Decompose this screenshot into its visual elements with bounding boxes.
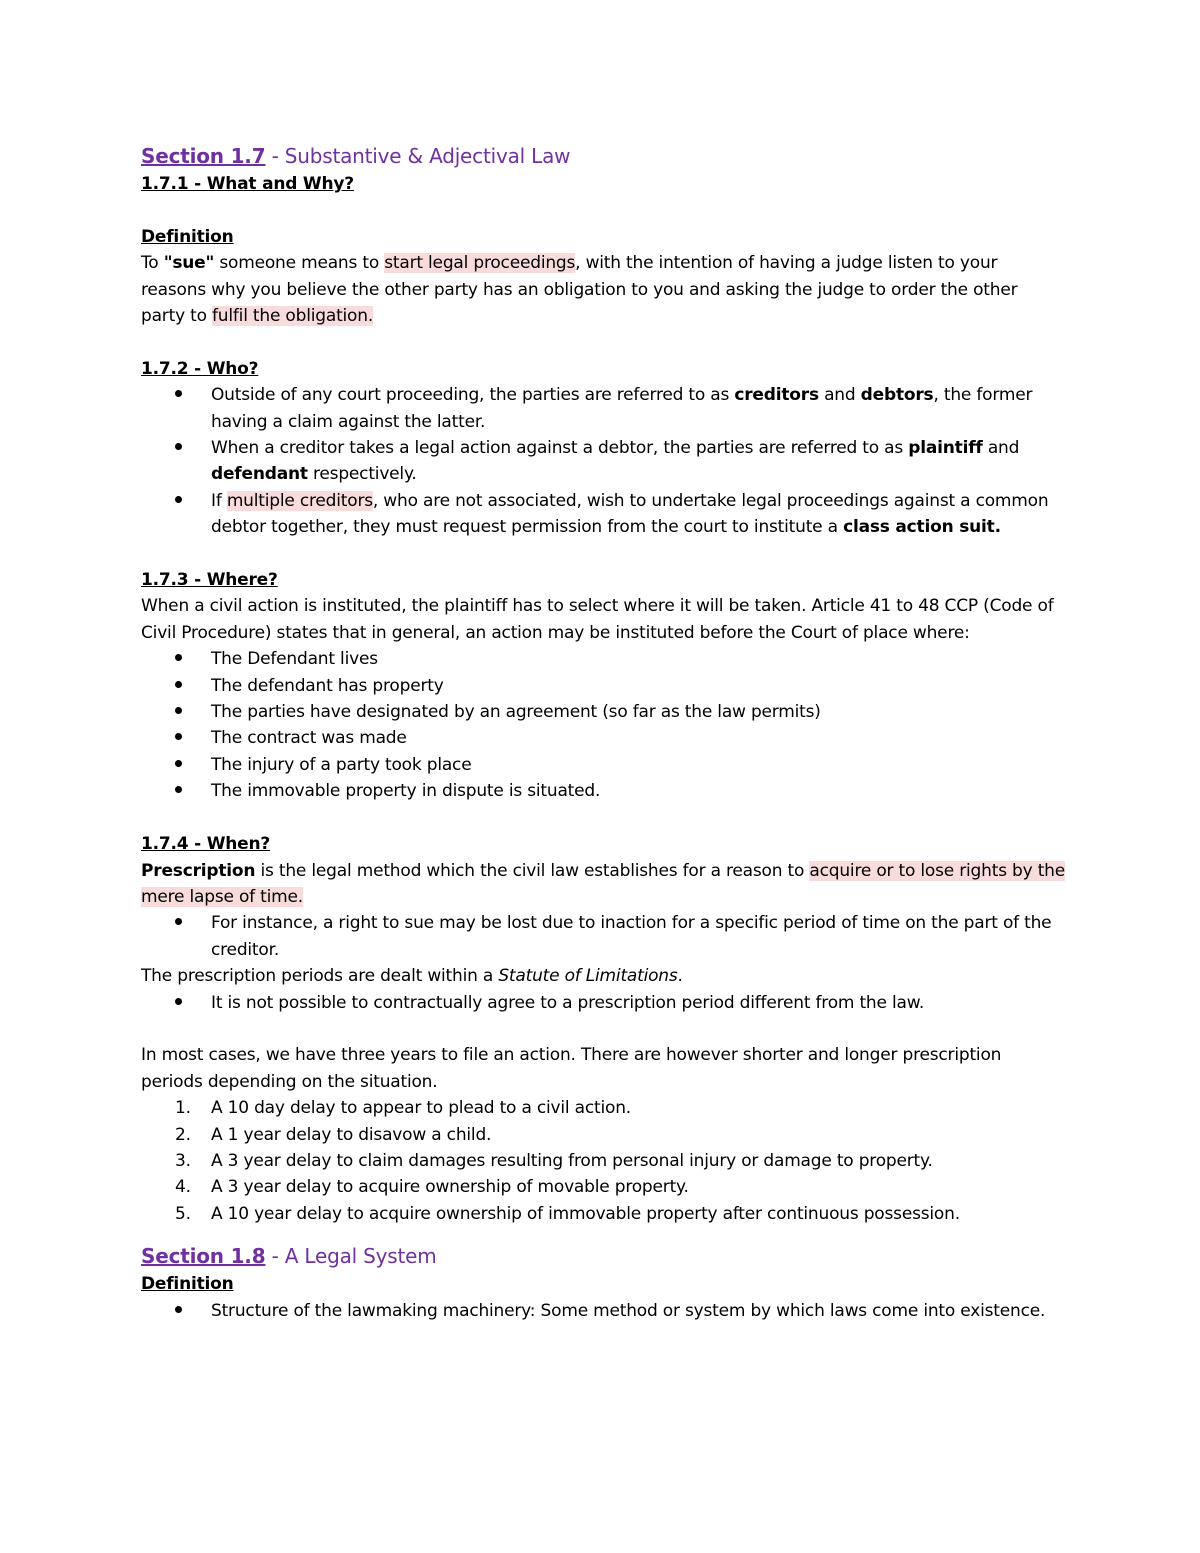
list-item: The Defendant lives bbox=[211, 646, 1066, 672]
section-number: Section 1.8 bbox=[141, 1244, 266, 1269]
italic-term: Statute of Limitations bbox=[498, 966, 678, 987]
text-run: someone means to bbox=[214, 253, 385, 274]
bold-term: defendant bbox=[211, 464, 308, 485]
subsection-1-7-1-heading: 1.7.1 - What and Why? bbox=[141, 174, 354, 194]
text-run: The prescription periods are dealt within a bbox=[141, 966, 499, 987]
list-item: For instance, a right to sue may be lost due to inaction for a specific period of time on the part of the creditor. bbox=[211, 910, 1066, 963]
text-run: and bbox=[982, 438, 1020, 459]
periods-paragraph: In most cases, we have three years to file an action. There are however shorter and longer prescription periods depending on the situation. bbox=[141, 1045, 1002, 1092]
bold-term: creditors bbox=[734, 385, 819, 406]
text-run: and bbox=[818, 385, 861, 406]
highlight-multiple-creditors: multiple creditors bbox=[226, 490, 373, 511]
section-heading-text: - A Legal System bbox=[265, 1244, 437, 1269]
subsection-1-7-2-heading: 1.7.2 - Who? bbox=[141, 358, 259, 379]
highlight-fulfil-obligation: fulfil the obligation. bbox=[212, 306, 374, 327]
list-item bbox=[175, 1122, 1066, 1148]
who-list bbox=[141, 382, 1066, 540]
prescription-list bbox=[141, 910, 1066, 963]
list-item bbox=[175, 1095, 1066, 1121]
definition-label: Definition bbox=[141, 1274, 234, 1295]
text-run: , who are not associated, wish to undertake legal proceedings against a common debtor together, they must request permission from the court to institute a bbox=[211, 490, 1049, 538]
section-number: Section 1.7 bbox=[141, 144, 266, 168]
text-run: respectively. bbox=[307, 464, 417, 485]
where-list bbox=[141, 646, 1066, 804]
bold-term: class action suit. bbox=[843, 517, 1001, 538]
where-paragraph: When a civil action is instituted, the plaintiff has to select where it will be taken. Article 41 to 48 CCP (Code of Civil Procedure) states that in general, an action may be instituted before the Court of place where: bbox=[141, 596, 1054, 643]
list-number: 5. bbox=[175, 1203, 191, 1224]
text-run: . bbox=[677, 966, 683, 987]
subsection-1-7-4-heading: 1.7.4 - When? bbox=[141, 834, 271, 855]
list-item bbox=[211, 382, 1066, 435]
list-item: The defendant has property bbox=[211, 673, 1066, 699]
list-item: The contract was made bbox=[211, 725, 1066, 751]
statute-list bbox=[141, 990, 1066, 1016]
list-item bbox=[175, 1148, 1066, 1174]
definition-paragraph bbox=[141, 250, 1066, 329]
list-item bbox=[211, 488, 1066, 541]
list-text: A 1 year delay to disavow a child. bbox=[211, 1124, 492, 1145]
list-text: A 10 year delay to acquire ownership of immovable property after continuous possession. bbox=[211, 1203, 960, 1224]
list-text: A 3 year delay to claim damages resulting from personal injury or damage to property. bbox=[211, 1150, 933, 1171]
prescription-paragraph bbox=[141, 858, 1066, 911]
list-item: Structure of the lawmaking machinery: Some method or system by which laws come into existence. bbox=[211, 1298, 1066, 1324]
bold-term: plaintiff bbox=[908, 438, 983, 459]
list-item bbox=[211, 435, 1066, 488]
bold-term: Prescription bbox=[141, 860, 256, 881]
periods-list bbox=[141, 1095, 1066, 1227]
text-run: is the legal method which the civil law establishes for a reason to bbox=[255, 860, 810, 881]
list-item bbox=[175, 1201, 1066, 1227]
statute-paragraph bbox=[141, 963, 1066, 989]
text-run: Outside of any court proceeding, the parties are referred to as bbox=[211, 385, 735, 406]
subsection-1-7-3-heading: 1.7.3 - Where? bbox=[141, 570, 278, 591]
section-1-7-title bbox=[141, 141, 1066, 171]
list-number: 4. bbox=[175, 1177, 191, 1198]
bold-term: debtors bbox=[860, 385, 934, 406]
list-number: 1. bbox=[175, 1098, 191, 1119]
legal-system-list bbox=[141, 1298, 1066, 1324]
definition-label: Definition bbox=[141, 226, 234, 247]
section-heading-text: - Substantive & Adjectival Law bbox=[265, 144, 571, 168]
bold-term: "sue" bbox=[163, 253, 215, 274]
text-run: When a creditor takes a legal action against a debtor, the parties are referred to as bbox=[211, 438, 909, 459]
highlight-acquire-lose-rights: acquire or to lose rights by the mere lapse of time. bbox=[141, 860, 1066, 907]
list-item: It is not possible to contractually agree to a prescription period different from the law. bbox=[211, 990, 1066, 1016]
list-item: The parties have designated by an agreement (so far as the law permits) bbox=[211, 699, 1066, 725]
highlight-start-legal-proceedings: start legal proceedings bbox=[384, 253, 576, 274]
section-1-8-title bbox=[141, 1241, 1066, 1271]
list-item: The injury of a party took place bbox=[211, 752, 1066, 778]
list-item bbox=[175, 1174, 1066, 1200]
list-item: The immovable property in dispute is situated. bbox=[211, 778, 1066, 804]
list-text: A 10 day delay to appear to plead to a civil action. bbox=[211, 1098, 631, 1119]
list-number: 2. bbox=[175, 1124, 191, 1145]
text-run: , with the intention of having a judge listen to your reasons why you believe the other party has an obligation to you and asking the judge to order the other party to bbox=[141, 253, 1018, 327]
document-page bbox=[141, 141, 1066, 1324]
list-text: A 3 year delay to acquire ownership of movable property. bbox=[211, 1177, 689, 1198]
text-run: If bbox=[211, 490, 227, 511]
list-number: 3. bbox=[175, 1150, 191, 1171]
text-run: To bbox=[141, 253, 164, 274]
text-run: , the former having a claim against the latter. bbox=[211, 385, 1033, 432]
